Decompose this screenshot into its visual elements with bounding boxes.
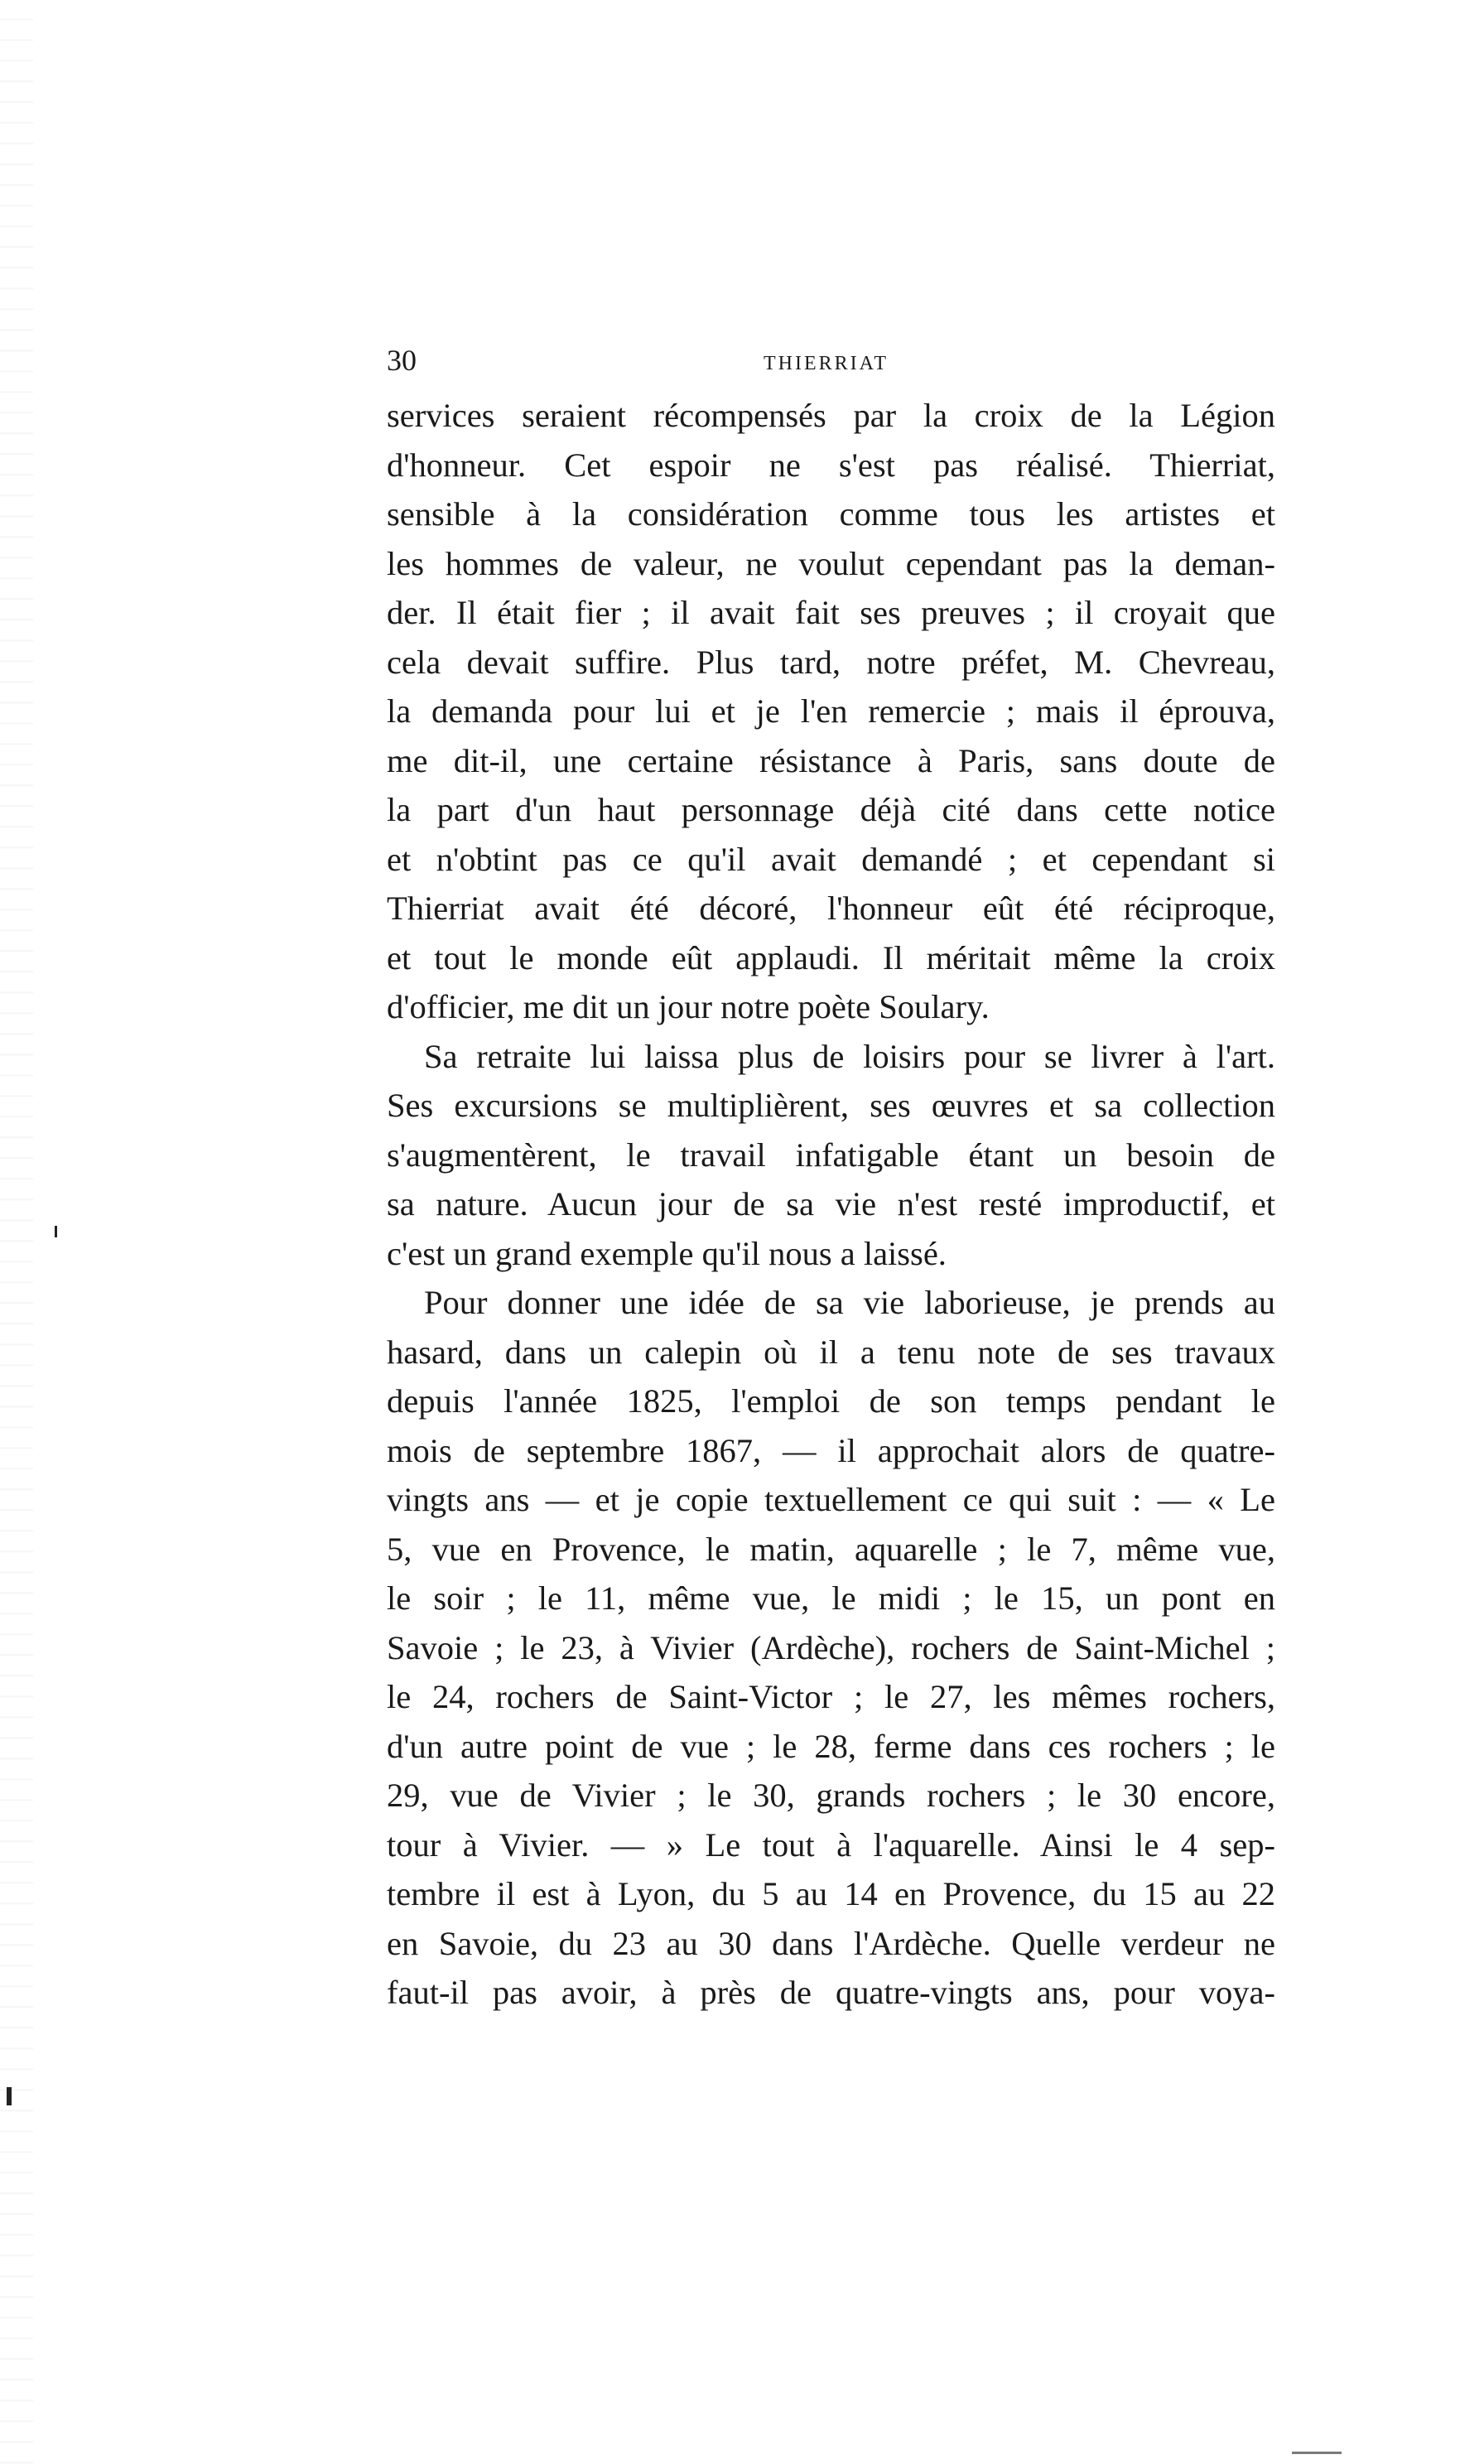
text-line: cela devait suffire. Plus tard, notre préfet, M. Chevreau, bbox=[387, 643, 1275, 681]
text-line: vingts ans — et je copie textuellement ce qui suit : — « Le bbox=[387, 1481, 1275, 1518]
text-line: der. Il était fier ; il avait fait ses preuves ; il croyait que bbox=[387, 594, 1275, 631]
text-line: depuis l'année 1825, l'emploi de son temps pendant le bbox=[387, 1382, 1275, 1420]
text-line: tour à Vivier. — » Le tout à l'aquarelle. Ainsi le 4 sep- bbox=[387, 1825, 1275, 1864]
text-line: la part d'un haut personnage déjà cité dans cette notice bbox=[387, 791, 1275, 828]
text-line: le soir ; le 11, même vue, le midi ; le 15, un pont en bbox=[387, 1579, 1275, 1617]
text-line: faut-il pas avoir, à près de quatre-vingts ans, pour voya- bbox=[387, 1974, 1275, 2011]
running-head: THIERRIAT bbox=[764, 353, 889, 374]
scan-edge-artifact bbox=[0, 0, 33, 2464]
text-line: sensible à la considération comme tous les artistes et bbox=[387, 495, 1275, 533]
page-header bbox=[387, 344, 1275, 393]
text-line: hasard, dans un calepin où il a tenu note de ses travaux bbox=[387, 1333, 1275, 1371]
text-line: 5, vue en Provence, le matin, aquarelle ; le 7, même vue, bbox=[387, 1530, 1275, 1568]
text-line: Pour donner une idée de sa vie laborieuse, je prends au bbox=[424, 1284, 1275, 1321]
text-line: et n'obtint pas ce qu'il avait demandé ; et cependant si bbox=[387, 840, 1275, 878]
text-line: les hommes de valeur, ne voulut cependant pas la deman- bbox=[387, 544, 1275, 582]
scan-speck bbox=[55, 1226, 57, 1237]
text-line: d'officier, me dit un jour notre poète Soulary. bbox=[387, 988, 990, 1025]
text-line: me dit-il, une certaine résistance à Paris, sans doute de bbox=[387, 741, 1275, 779]
text-line: d'honneur. Cet espoir ne s'est pas réalisé. Thierriat, bbox=[387, 446, 1275, 484]
scan-speck bbox=[7, 2087, 12, 2105]
body-text bbox=[387, 391, 1275, 2018]
text-line: sa nature. Aucun jour de sa vie n'est resté improductif, et bbox=[387, 1185, 1275, 1222]
text-line: et tout le monde eût applaudi. Il méritait même la croix bbox=[387, 938, 1275, 976]
text-line: la demanda pour lui et je l'en remercie ; mais il éprouva, bbox=[387, 692, 1275, 730]
text-line: en Savoie, du 23 au 30 dans l'Ardèche. Quelle verdeur ne bbox=[387, 1924, 1275, 1962]
text-line: Sa retraite lui laissa plus de loisirs pour se livrer à l'art. bbox=[424, 1037, 1275, 1075]
text-line: c'est un grand exemple qu'il nous a laissé. bbox=[387, 1234, 947, 1272]
text-line: Ses excursions se multiplièrent, ses œuvres et sa collection bbox=[387, 1087, 1275, 1124]
scan-speck bbox=[1292, 2452, 1342, 2454]
page-number: 30 bbox=[387, 344, 417, 377]
text-line: Savoie ; le 23, à Vivier (Ardèche), rochers de Saint-Michel ; bbox=[387, 1628, 1275, 1666]
text-line: services seraient récompensés par la croix de la Légion bbox=[387, 397, 1275, 434]
text-line: mois de septembre 1867, — il approchait alors de quatre- bbox=[387, 1431, 1275, 1469]
text-line: s'augmentèrent, le travail infatigable étant un besoin de bbox=[387, 1136, 1275, 1174]
text-line: le 24, rochers de Saint-Victor ; le 27, les mêmes rochers, bbox=[387, 1678, 1275, 1715]
text-line: 29, vue de Vivier ; le 30, grands rochers ; le 30 encore, bbox=[387, 1777, 1275, 1814]
text-line: Thierriat avait été décoré, l'honneur eût été réciproque, bbox=[387, 890, 1275, 927]
text-line: d'un autre point de vue ; le 28, ferme dans ces rochers ; le bbox=[387, 1727, 1275, 1765]
text-line: tembre il est à Lyon, du 5 au 14 en Provence, du 15 au 22 bbox=[387, 1875, 1275, 1912]
